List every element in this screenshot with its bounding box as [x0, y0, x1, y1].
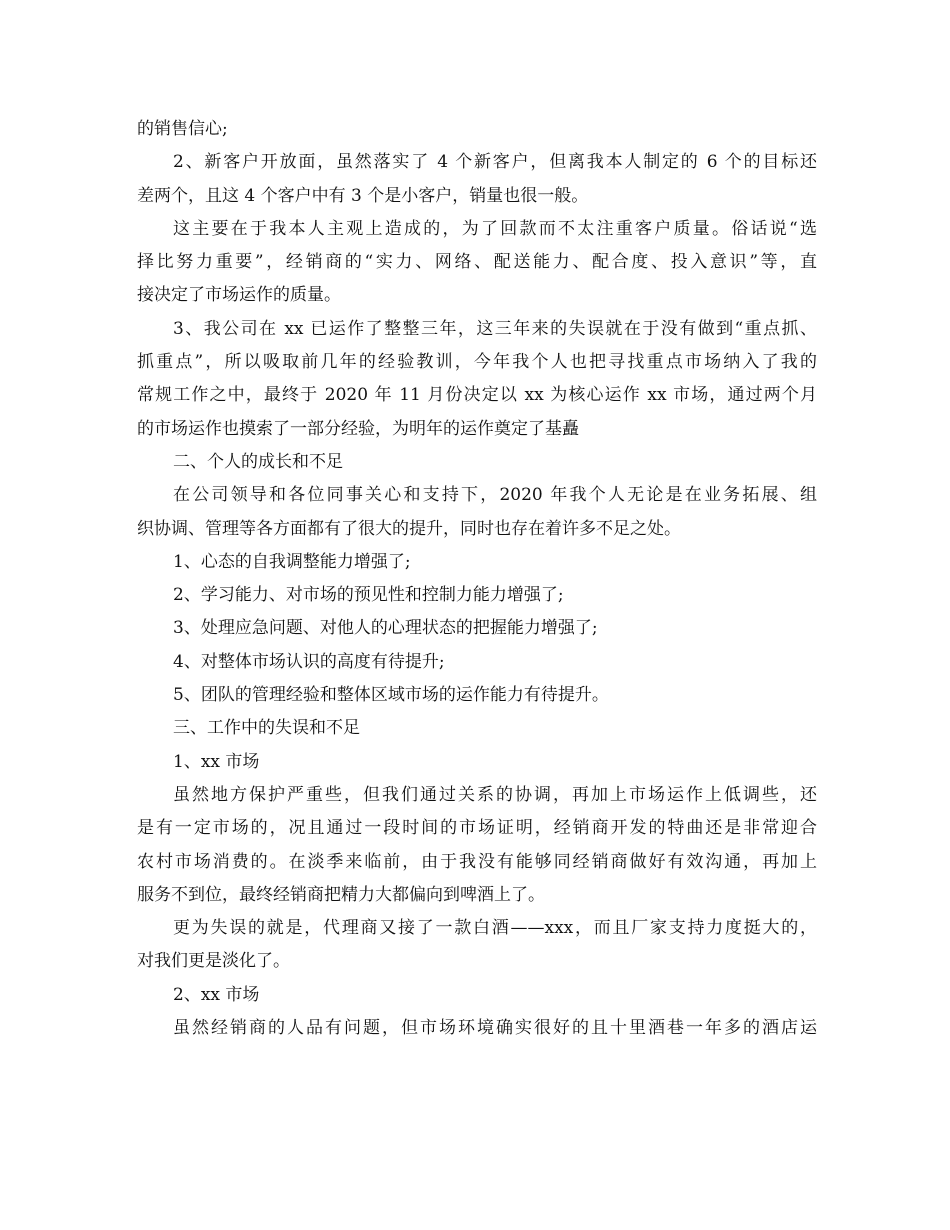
- paragraph-line: 常规工作之中，最终于 2020 年 11 月份决定以 xx 为核心运作 xx 市场，通过两个月: [137, 385, 817, 406]
- paragraph-line: 这主要在于我本人主观上造成的，为了回款而不太注重客户质量。俗话说“选: [173, 218, 817, 239]
- paragraph-line: 择比努力重要”，经销商的“实力、网络、配送能力、配合度、投入意识”等，直: [137, 252, 817, 273]
- paragraph-line: 虽然经销商的人品有问题，但市场环境确实很好的且十里酒巷一年多的酒店运: [173, 1018, 817, 1039]
- paragraph-line: 的市场运作也摸索了一部分经验，为明年的运作奠定了基矗: [137, 418, 579, 439]
- paragraph-line: 接决定了市场运作的质量。: [137, 285, 341, 306]
- paragraph-line: 农村市场消费的。在淡季来临前，由于我没有能够同经销商做好有效沟通，再加上: [137, 851, 817, 872]
- paragraph-line: 织协调、管理等各方面都有了很大的提升，同时也存在着许多不足之处。: [137, 518, 681, 539]
- list-item: 5、团队的管理经验和整体区域市场的运作能力有待提升。: [173, 685, 609, 706]
- paragraph-line: 差两个，且这 4 个客户中有 3 个是小客户，销量也很一般。: [137, 185, 589, 206]
- document-body: [137, 113, 817, 1045]
- paragraph-line: 更为失误的就是，代理商又接了一款白酒——xxx，而且厂家支持力度挺大的，: [173, 918, 817, 939]
- list-item: 4、对整体市场认识的高度有待提升;: [173, 651, 445, 672]
- subsection-heading: 1、xx 市场: [173, 751, 260, 772]
- paragraph-line: 服务不到位，最终经销商把精力大都偏向到啤酒上了。: [137, 884, 545, 905]
- paragraph-line: 2、新客户开放面，虽然落实了 4 个新客户，但离我本人制定的 6 个的目标还: [173, 152, 817, 173]
- paragraph-line: 3、我公司在 xx 已运作了整整三年，这三年来的失误就在于没有做到“重点抓、: [173, 318, 817, 339]
- paragraph-line: 的销售信心;: [137, 119, 228, 139]
- paragraph-line: 是有一定市场的，况且通过一段时间的市场证明，经销商开发的特曲还是非常迎合: [137, 818, 817, 839]
- section-heading: 三、工作中的失误和不足: [173, 718, 360, 739]
- list-item: 1、心态的自我调整能力增强了;: [173, 551, 411, 572]
- section-heading: 二、个人的成长和不足: [173, 451, 343, 472]
- paragraph-line: 抓重点”，所以吸取前几年的经验教训，今年我个人也把寻找重点市场纳入了我的: [137, 352, 817, 373]
- list-item: 3、处理应急问题、对他人的心理状态的把握能力增强了;: [173, 618, 598, 639]
- subsection-heading: 2、xx 市场: [173, 984, 260, 1005]
- paragraph-line: 虽然地方保护严重些，但我们通过关系的协调，再加上市场运作上低调些，还: [173, 784, 817, 805]
- list-item: 2、学习能力、对市场的预见性和控制力能力增强了;: [173, 585, 564, 606]
- paragraph-line: 对我们更是淡化了。: [137, 951, 290, 972]
- paragraph-line: 在公司领导和各位同事关心和支持下，2020 年我个人无论是在业务拓展、组: [173, 485, 817, 506]
